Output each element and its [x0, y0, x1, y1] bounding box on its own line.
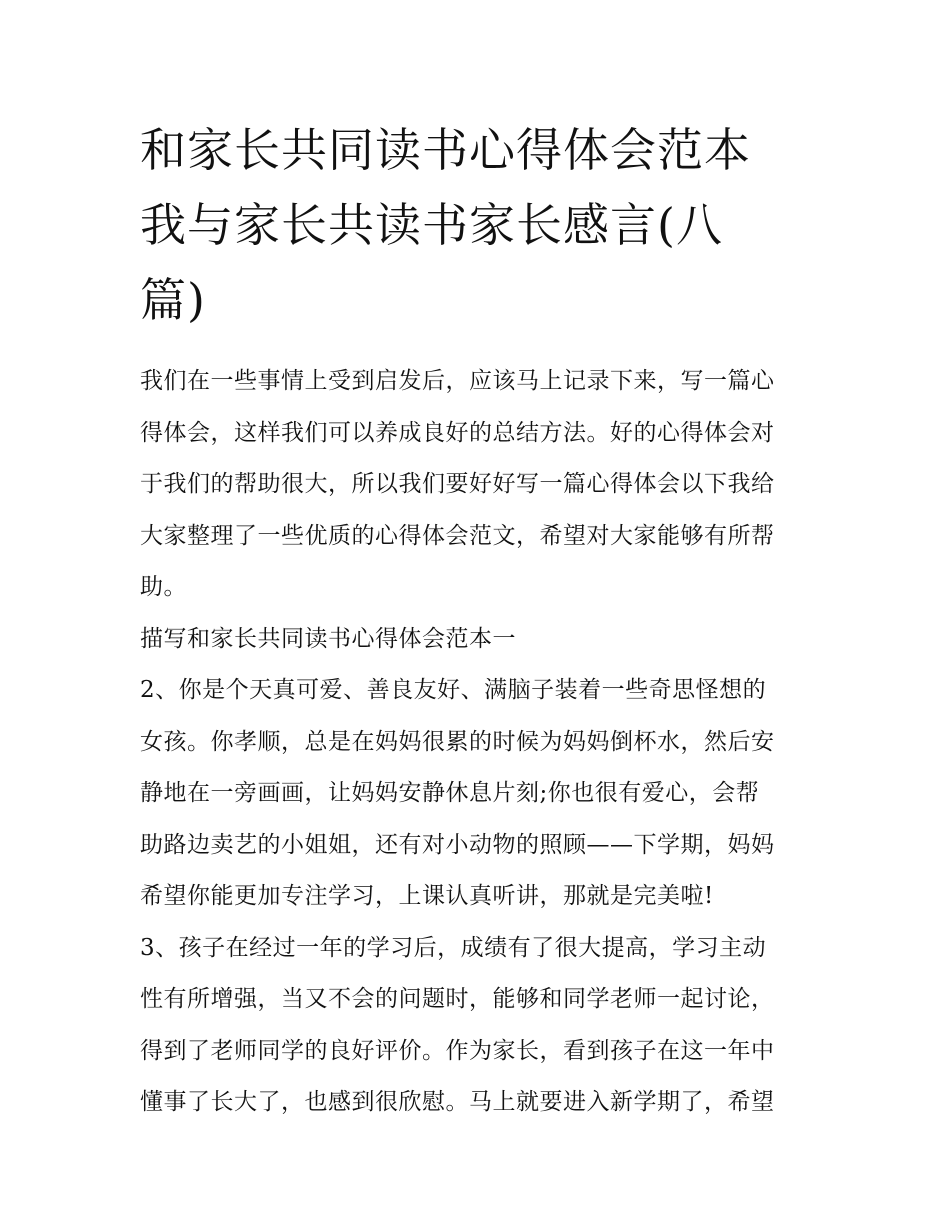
body-line: 得体会，这样我们可以养成良好的总结方法。好的心得体会对 [140, 419, 775, 446]
document-title [140, 113, 830, 338]
body-line: 女孩。你孝顺，总是在妈妈很累的时候为妈妈倒杯水，然后安 [140, 728, 775, 755]
body-line: 助。 [140, 574, 187, 600]
title-line: 我与家长共读书家长感言(八 [140, 198, 723, 252]
body-line: 3、孩子在经过一年的学习后，成绩有了很大提高，学习主动 [140, 934, 767, 961]
title-line: 和家长共同读书心得体会范本 [140, 123, 751, 177]
section-heading: 描写和家长共同读书心得体会范本一 [140, 625, 516, 652]
body-line: 我们在一些事情上受到启发后，应该马上记录下来，写一篇心 [140, 368, 775, 394]
document-body [140, 356, 830, 1129]
title-line: 篇) [140, 273, 206, 327]
body-line: 2、你是个天真可爱、善良友好、满脑子装着一些奇思怪想的 [140, 677, 767, 703]
body-line: 助路边卖艺的小姐姐，还有对小动物的照顾——下学期，妈妈 [140, 831, 775, 858]
body-line: 性有所增强，当又不会的问题时，能够和同学老师一起讨论， [140, 986, 775, 1012]
body-line: 大家整理了一些优质的心得体会范文，希望对大家能够有所帮 [140, 522, 775, 549]
body-line: 得到了老师同学的良好评价。作为家长，看到孩子在这一年中 [140, 1037, 775, 1064]
body-line: 懂事了长大了，也感到很欣慰。马上就要进入新学期了，希望 [140, 1089, 775, 1115]
body-line: 静地在一旁画画，让妈妈安静休息片刻;你也很有爱心，会帮 [140, 780, 760, 806]
body-line: 希望你能更加专注学习，上课认真听讲，那就是完美啦! [140, 883, 714, 909]
body-line: 于我们的帮助很大，所以我们要好好写一篇心得体会以下我给 [140, 471, 775, 497]
